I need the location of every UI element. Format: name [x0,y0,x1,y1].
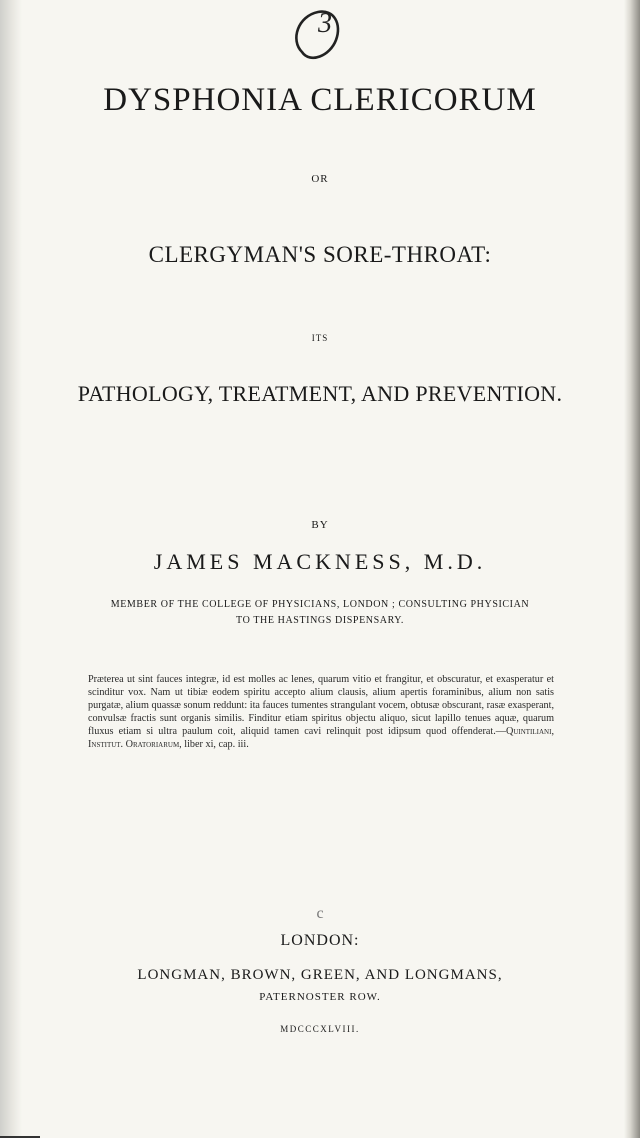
connector-by: BY [311,519,329,531]
imprint-city: LONDON: [280,932,360,949]
connector-or: OR [311,173,329,185]
imprint-publisher: LONGMAN, BROWN, GREEN, AND LONGMANS, [137,967,503,983]
imprint-street: PATERNOSTER ROW. [259,991,381,1003]
credentials-line-1: MEMBER OF THE COLLEGE OF PHYSICIANS, LONDON ; CONSULTING PHYSICIAN [110,599,530,610]
handwritten-circled-numeral-icon [0,2,640,74]
epigraph-reference: liber xi, cap. iii. [181,739,249,750]
author-name: JAMES MACKNESS, M.D. [153,549,487,574]
epigraph-source: Quintiliani, Institut. Oratoriarum, [88,726,554,750]
stray-mark: c [316,905,324,922]
book-subtitle: CLERGYMAN'S SORE-THROAT: [148,242,492,267]
book-subject: PATHOLOGY, TREATMENT, AND PREVENTION. [77,381,563,406]
author-credentials [0,597,640,629]
mark-numeral: 3 [318,8,332,39]
imprint-year: MDCCCXLVIII. [280,1024,360,1034]
epigraph-quote [88,673,554,751]
book-title: DYSPHONIA CLERICORUM [103,82,537,118]
connector-its: ITS [311,333,329,343]
epigraph-text: Præterea ut sint fauces integræ, id est molles ac lenes, quarum vitio et frangitur, et obscuratur, et exasperatur et scinditur vox. Nam ut tibiæ eodem spiritu accepto alium clausis, alium apertis foraminibus, alium non satis purgatæ, alium quassæ sonum reddunt: ita fauces tumentes strangulant vocem, obtusæ obscurant, rasæ exasperant, convulsæ fractis sunt organis similis. Finditur etiam spiritus objectu aliquo, sicut lapillo tenues aquæ, quarum fluxus etiam si ultra paulum coit, aliquid tamen cavi relinquit post idipsum quod offenderat.— [88,674,554,737]
credentials-line-2: TO THE HASTINGS DISPENSARY. [236,615,404,626]
